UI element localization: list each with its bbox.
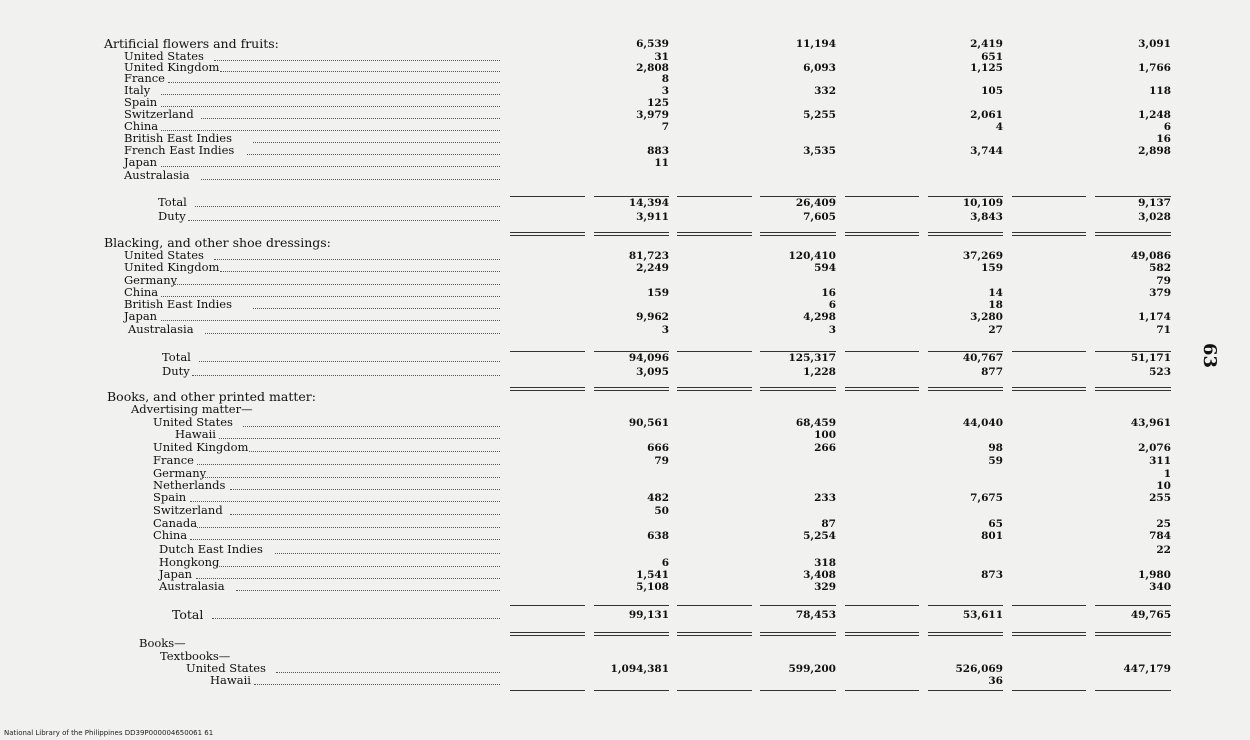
row-label: United Kingdom xyxy=(124,60,220,74)
scan-footer: National Library of the Philippines DD39P000004650061 61 xyxy=(4,729,214,737)
row-label: Netherlands xyxy=(153,478,226,492)
table-cell: 43,961 xyxy=(1130,417,1171,429)
table-cell: 1,248 xyxy=(1138,109,1171,121)
column-rule xyxy=(1012,235,1086,236)
row-label: France xyxy=(124,71,165,85)
table-cell: 1,125 xyxy=(970,62,1003,74)
dot-leader xyxy=(205,333,500,334)
column-rule xyxy=(1095,387,1171,388)
table-cell: 3,911 xyxy=(636,211,669,223)
column-rule xyxy=(928,605,1003,606)
row-label: Hongkong xyxy=(159,555,220,569)
table-cell: 9,962 xyxy=(636,311,669,323)
table-cell: 2,076 xyxy=(1138,442,1171,454)
table-cell: 526,069 xyxy=(955,663,1003,675)
column-rule xyxy=(928,632,1003,633)
column-rule xyxy=(760,390,836,391)
table-cell: 447,179 xyxy=(1123,663,1171,675)
table-cell: 6,539 xyxy=(636,38,669,50)
table-cell: 87 xyxy=(821,518,836,530)
dot-leader xyxy=(236,590,500,591)
column-rule xyxy=(845,632,919,633)
table-cell: 3,744 xyxy=(970,145,1003,157)
dot-leader xyxy=(188,220,500,221)
row-label: Canada xyxy=(153,516,198,530)
table-cell: 78,453 xyxy=(795,609,836,621)
table-cell: 801 xyxy=(981,530,1003,542)
column-rule xyxy=(760,235,836,236)
table-cell: 68,459 xyxy=(795,417,836,429)
table-cell: 16 xyxy=(1156,133,1171,145)
row-label: Duty xyxy=(162,364,190,378)
table-cell: 44,040 xyxy=(962,417,1003,429)
table-cell: 65 xyxy=(988,518,1003,530)
table-cell: 3,095 xyxy=(636,366,669,378)
column-rule xyxy=(1095,390,1171,391)
column-rule xyxy=(510,635,585,636)
column-rule xyxy=(594,196,669,197)
column-rule xyxy=(928,235,1003,236)
table-cell: 1,174 xyxy=(1138,311,1171,323)
table-cell: 59 xyxy=(988,455,1003,467)
dot-leader xyxy=(219,438,500,439)
column-rule xyxy=(1012,196,1086,197)
column-rule xyxy=(1012,632,1086,633)
row-label: Blacking, and other shoe dressings: xyxy=(104,235,331,250)
column-rule xyxy=(1095,635,1171,636)
table-cell: 7,675 xyxy=(970,492,1003,504)
column-rule xyxy=(594,605,669,606)
row-label: Books— xyxy=(139,636,186,650)
table-cell: 3,091 xyxy=(1138,38,1171,50)
dot-leader xyxy=(161,94,500,95)
column-rule xyxy=(845,235,919,236)
row-label: Total xyxy=(162,350,191,364)
table-cell: 26,409 xyxy=(795,197,836,209)
table-cell: 332 xyxy=(814,85,836,97)
row-label: Australasia xyxy=(128,322,194,336)
column-rule xyxy=(928,390,1003,391)
column-rule xyxy=(1012,605,1086,606)
column-rule xyxy=(845,690,919,691)
column-rule xyxy=(1095,232,1171,233)
column-rule xyxy=(760,632,836,633)
table-cell: 3 xyxy=(828,324,836,336)
table-cell: 1,766 xyxy=(1138,62,1171,74)
table-cell: 118 xyxy=(1149,85,1171,97)
row-label: Total xyxy=(172,607,204,622)
dot-leader xyxy=(201,179,500,180)
column-rule xyxy=(510,390,585,391)
table-cell: 3,843 xyxy=(970,211,1003,223)
column-rule xyxy=(1095,351,1171,352)
table-cell: 6,093 xyxy=(803,62,836,74)
dot-leader xyxy=(216,566,500,567)
column-rule xyxy=(760,196,836,197)
table-cell: 594 xyxy=(814,262,836,274)
column-rule xyxy=(760,635,836,636)
column-rule xyxy=(594,632,669,633)
table-cell: 638 xyxy=(647,530,669,542)
dot-leader xyxy=(254,684,500,685)
table-cell: 318 xyxy=(814,557,836,569)
column-rule xyxy=(1095,632,1171,633)
row-label: French East Indies xyxy=(124,143,235,157)
table-cell: 340 xyxy=(1149,581,1171,593)
table-cell: 329 xyxy=(814,581,836,593)
table-cell: 79 xyxy=(1156,275,1171,287)
table-cell: 482 xyxy=(647,492,669,504)
column-rule xyxy=(594,387,669,388)
table-cell: 125 xyxy=(647,97,669,109)
dot-leader xyxy=(203,477,500,478)
row-label: Italy xyxy=(124,83,151,97)
row-label: United States xyxy=(153,415,233,429)
table-cell: 883 xyxy=(647,145,669,157)
column-rule xyxy=(1012,232,1086,233)
table-cell: 2,898 xyxy=(1138,145,1171,157)
table-cell: 5,254 xyxy=(803,530,836,542)
dot-leader xyxy=(161,106,500,107)
dot-leader xyxy=(190,501,500,502)
table-cell: 3,408 xyxy=(803,569,836,581)
row-label: China xyxy=(124,285,159,299)
table-cell: 651 xyxy=(981,51,1003,63)
table-cell: 94,096 xyxy=(628,352,669,364)
table-cell: 6 xyxy=(1163,121,1171,133)
column-rule xyxy=(510,605,585,606)
column-rule xyxy=(1095,235,1171,236)
column-rule xyxy=(510,232,585,233)
column-rule xyxy=(760,232,836,233)
column-rule xyxy=(845,387,919,388)
table-cell: 6 xyxy=(828,299,836,311)
row-label: Switzerland xyxy=(153,503,223,517)
table-cell: 159 xyxy=(981,262,1003,274)
table-cell: 2,419 xyxy=(970,38,1003,50)
table-cell: 105 xyxy=(981,85,1003,97)
column-rule xyxy=(928,387,1003,388)
dot-leader xyxy=(161,320,500,321)
column-rule xyxy=(928,635,1003,636)
table-cell: 10 xyxy=(1156,480,1171,492)
column-rule xyxy=(928,196,1003,197)
dot-leader xyxy=(214,259,500,260)
column-rule xyxy=(845,390,919,391)
column-rule xyxy=(928,232,1003,233)
table-cell: 582 xyxy=(1149,262,1171,274)
column-rule xyxy=(594,390,669,391)
table-cell: 3 xyxy=(661,85,669,97)
table-cell: 2,808 xyxy=(636,62,669,74)
table-cell: 99,131 xyxy=(628,609,669,621)
row-label: Australasia xyxy=(124,168,190,182)
table-cell: 49,765 xyxy=(1130,609,1171,621)
table-cell: 18 xyxy=(988,299,1003,311)
dot-leader xyxy=(201,118,500,119)
table-cell: 1,094,381 xyxy=(610,663,669,675)
table-cell: 4,298 xyxy=(803,311,836,323)
row-label: China xyxy=(153,528,188,542)
table-cell: 31 xyxy=(654,51,669,63)
dot-leader xyxy=(192,375,500,376)
table-cell: 120,410 xyxy=(788,250,836,262)
table-cell: 81,723 xyxy=(628,250,669,262)
table-cell: 3,535 xyxy=(803,145,836,157)
row-label: United States xyxy=(186,661,266,675)
table-cell: 1,980 xyxy=(1138,569,1171,581)
column-rule xyxy=(510,387,585,388)
column-rule xyxy=(845,605,919,606)
table-cell: 53,611 xyxy=(962,609,1003,621)
row-label: United Kingdom xyxy=(153,440,249,454)
row-label: Hawaii xyxy=(210,673,251,687)
column-rule xyxy=(677,635,752,636)
table-cell: 100 xyxy=(814,429,836,441)
column-rule xyxy=(510,632,585,633)
column-rule xyxy=(928,351,1003,352)
page-number: 63 xyxy=(1199,342,1221,369)
table-cell: 523 xyxy=(1149,366,1171,378)
table-cell: 877 xyxy=(981,366,1003,378)
row-label: British East Indies xyxy=(124,297,233,311)
row-label: China xyxy=(124,119,159,133)
table-cell: 11 xyxy=(654,157,669,169)
row-label: United Kingdom xyxy=(124,260,220,274)
table-cell: 159 xyxy=(647,287,669,299)
row-label: Japan xyxy=(124,309,158,323)
table-cell: 873 xyxy=(981,569,1003,581)
column-rule xyxy=(677,235,752,236)
column-rule xyxy=(760,690,836,691)
dot-leader xyxy=(275,553,500,554)
dot-leader xyxy=(196,578,500,579)
dot-leader xyxy=(220,71,500,72)
table-cell: 379 xyxy=(1149,287,1171,299)
dot-leader xyxy=(253,308,500,309)
table-cell: 5,108 xyxy=(636,581,669,593)
dot-leader xyxy=(243,426,500,427)
column-rule xyxy=(677,387,752,388)
column-rule xyxy=(928,690,1003,691)
dot-leader xyxy=(276,672,500,673)
dot-leader xyxy=(197,527,500,528)
table-cell: 7 xyxy=(661,121,669,133)
table-cell: 25 xyxy=(1156,518,1171,530)
table-cell: 3,028 xyxy=(1138,211,1171,223)
column-rule xyxy=(1012,387,1086,388)
table-cell: 27 xyxy=(988,324,1003,336)
table-cell: 3,979 xyxy=(636,109,669,121)
column-rule xyxy=(594,351,669,352)
dot-leader xyxy=(220,271,500,272)
table-cell: 14,394 xyxy=(628,197,669,209)
column-rule xyxy=(510,196,585,197)
column-rule xyxy=(1012,390,1086,391)
dot-leader xyxy=(195,206,500,207)
column-rule xyxy=(845,196,919,197)
row-label: Dutch East Indies xyxy=(159,542,263,556)
row-label: Germany xyxy=(124,273,178,287)
table-cell: 5,255 xyxy=(803,109,836,121)
table-cell: 3,280 xyxy=(970,311,1003,323)
column-rule xyxy=(1095,605,1171,606)
table-cell: 1,228 xyxy=(803,366,836,378)
table-cell: 51,171 xyxy=(1130,352,1171,364)
table-cell: 599,200 xyxy=(788,663,836,675)
column-rule xyxy=(594,690,669,691)
dot-leader xyxy=(249,451,500,452)
row-label: Switzerland xyxy=(124,107,194,121)
table-cell: 7,605 xyxy=(803,211,836,223)
table-cell: 784 xyxy=(1149,530,1171,542)
column-rule xyxy=(594,232,669,233)
row-label: Duty xyxy=(158,209,186,223)
row-label: Australasia xyxy=(159,579,225,593)
row-label: Advertising matter— xyxy=(131,402,253,416)
row-label: France xyxy=(153,453,194,467)
column-rule xyxy=(1012,351,1086,352)
table-cell: 36 xyxy=(988,675,1003,687)
table-cell: 2,249 xyxy=(636,262,669,274)
column-rule xyxy=(510,351,585,352)
dot-leader xyxy=(190,539,500,540)
table-cell: 10,109 xyxy=(962,197,1003,209)
dot-leader xyxy=(247,154,500,155)
table-cell: 49,086 xyxy=(1130,250,1171,262)
column-rule xyxy=(510,690,585,691)
table-cell: 2,061 xyxy=(970,109,1003,121)
row-label: Hawaii xyxy=(175,427,216,441)
table-cell: 266 xyxy=(814,442,836,454)
row-label: United States xyxy=(124,49,204,63)
table-cell: 40,767 xyxy=(962,352,1003,364)
table-cell: 233 xyxy=(814,492,836,504)
row-label: British East Indies xyxy=(124,131,233,145)
column-rule xyxy=(594,635,669,636)
column-rule xyxy=(760,351,836,352)
row-label: Artificial flowers and fruits: xyxy=(104,36,279,51)
table-cell: 79 xyxy=(654,455,669,467)
table-cell: 90,561 xyxy=(628,417,669,429)
dot-leader xyxy=(174,284,500,285)
column-rule xyxy=(845,635,919,636)
column-rule xyxy=(677,632,752,633)
table-cell: 1 xyxy=(1163,468,1171,480)
table-cell: 3 xyxy=(661,324,669,336)
row-label: Spain xyxy=(153,490,187,504)
row-label: Japan xyxy=(159,567,193,581)
row-label: Japan xyxy=(124,155,158,169)
dot-leader xyxy=(214,60,500,61)
column-rule xyxy=(1095,196,1171,197)
column-rule xyxy=(1012,690,1086,691)
row-label: Germany xyxy=(153,466,207,480)
column-rule xyxy=(677,690,752,691)
column-rule xyxy=(677,605,752,606)
dot-leader xyxy=(253,142,500,143)
table-cell: 9,137 xyxy=(1138,197,1171,209)
table-cell: 22 xyxy=(1156,544,1171,556)
table-cell: 255 xyxy=(1149,492,1171,504)
dot-leader xyxy=(230,489,500,490)
table-cell: 666 xyxy=(647,442,669,454)
table-cell: 125,317 xyxy=(788,352,836,364)
column-rule xyxy=(677,196,752,197)
row-label: Spain xyxy=(124,95,158,109)
row-label: Textbooks— xyxy=(160,649,231,663)
column-rule xyxy=(677,232,752,233)
dot-leader xyxy=(199,361,500,362)
row-label: Total xyxy=(158,195,187,209)
column-rule xyxy=(677,390,752,391)
dot-leader xyxy=(212,618,500,619)
table-cell: 71 xyxy=(1156,324,1171,336)
row-label: United States xyxy=(124,248,204,262)
column-rule xyxy=(510,235,585,236)
table-cell: 311 xyxy=(1149,455,1171,467)
column-rule xyxy=(1012,635,1086,636)
column-rule xyxy=(594,235,669,236)
column-rule xyxy=(760,387,836,388)
row-label: Books, and other printed matter: xyxy=(107,389,316,404)
table-cell: 8 xyxy=(661,73,669,85)
table-cell: 50 xyxy=(654,505,669,517)
table-cell: 98 xyxy=(988,442,1003,454)
table-cell: 16 xyxy=(821,287,836,299)
column-rule xyxy=(677,351,752,352)
table-cell: 11,194 xyxy=(795,38,836,50)
table-cell: 14 xyxy=(988,287,1003,299)
dot-leader xyxy=(197,464,500,465)
table-cell: 1,541 xyxy=(636,569,669,581)
column-rule xyxy=(760,605,836,606)
table-cell: 4 xyxy=(995,121,1003,133)
table-cell: 6 xyxy=(661,557,669,569)
dot-leader xyxy=(168,82,500,83)
table-cell: 37,269 xyxy=(962,250,1003,262)
column-rule xyxy=(845,351,919,352)
column-rule xyxy=(845,232,919,233)
dot-leader xyxy=(161,166,500,167)
column-rule xyxy=(1095,690,1171,691)
dot-leader xyxy=(230,514,500,515)
